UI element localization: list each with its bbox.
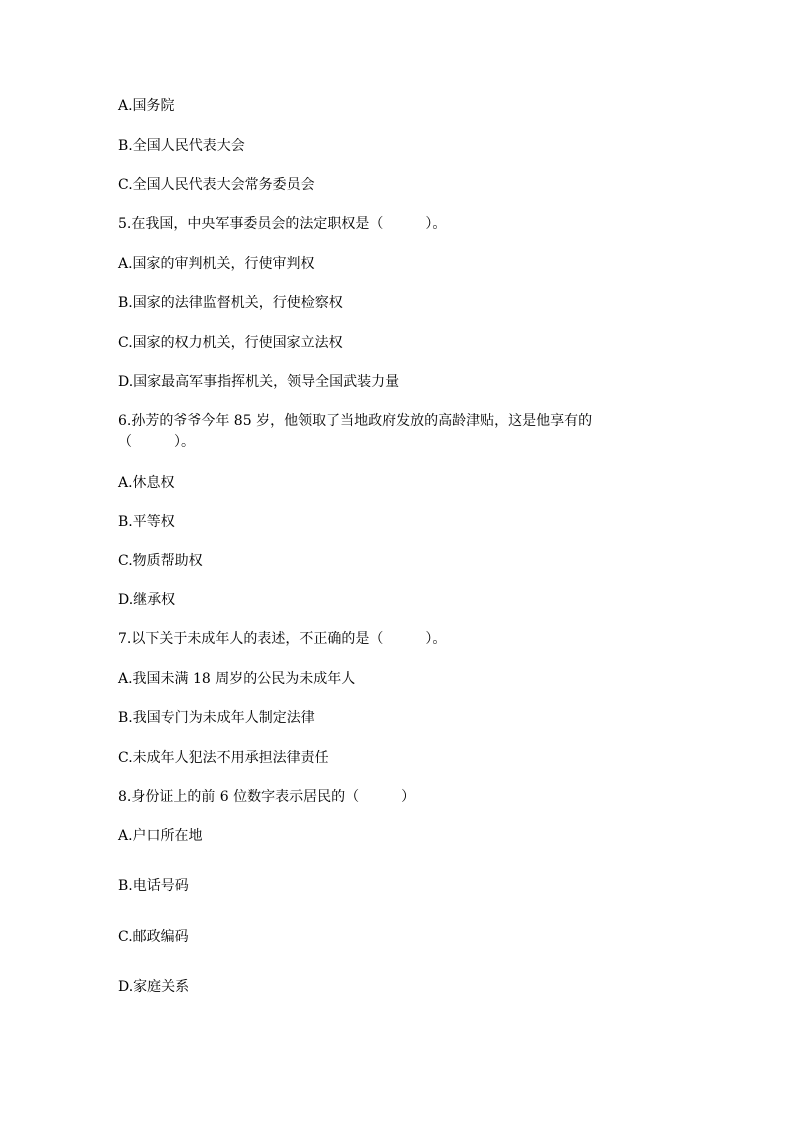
q6-option-b: B.平等权 — [118, 514, 175, 530]
q8-stem: 8.身份证上的前 6 位数字表示居民的（ ） — [118, 789, 416, 805]
q4-option-b: B.全国人民代表大会 — [118, 138, 245, 154]
q6-stem-line2: （ ）。 — [118, 434, 195, 450]
q6-option-d: D.继承权 — [118, 592, 176, 608]
q7-option-a: A.我国未满 18 周岁的公民为未成年人 — [118, 671, 356, 687]
q5-option-c: C.国家的权力机关，行使国家立法权 — [118, 335, 343, 351]
q8-option-b: B.电话号码 — [118, 878, 189, 894]
q6-option-c: C.物质帮助权 — [118, 553, 203, 569]
q5-option-a: A.国家的审判机关，行使审判权 — [118, 256, 315, 272]
q5-option-b: B.国家的法律监督机关，行使检察权 — [118, 295, 343, 311]
q8-option-a: A.户口所在地 — [118, 828, 203, 844]
q7-option-b: B.我国专门为未成年人制定法律 — [118, 710, 315, 726]
q6-option-a: A.休息权 — [118, 475, 175, 491]
q8-option-d: D.家庭关系 — [118, 979, 190, 995]
q8-option-c: C.邮政编码 — [118, 929, 189, 945]
q5-option-d: D.国家最高军事指挥机关，领导全国武装力量 — [118, 374, 400, 390]
q7-stem: 7.以下关于未成年人的表述，不正确的是（ ）。 — [118, 631, 447, 647]
q6-stem-line1: 6.孙芳的爷爷今年 85 岁，他领取了当地政府发放的高龄津贴，这是他享有的 — [118, 413, 593, 429]
q5-stem: 5.在我国，中央军事委员会的法定职权是（ ）。 — [118, 216, 447, 232]
q4-option-c: C.全国人民代表大会常务委员会 — [118, 177, 315, 193]
q7-option-c: C.未成年人犯法不用承担法律责任 — [118, 750, 329, 766]
q4-option-a: A.国务院 — [118, 98, 175, 114]
